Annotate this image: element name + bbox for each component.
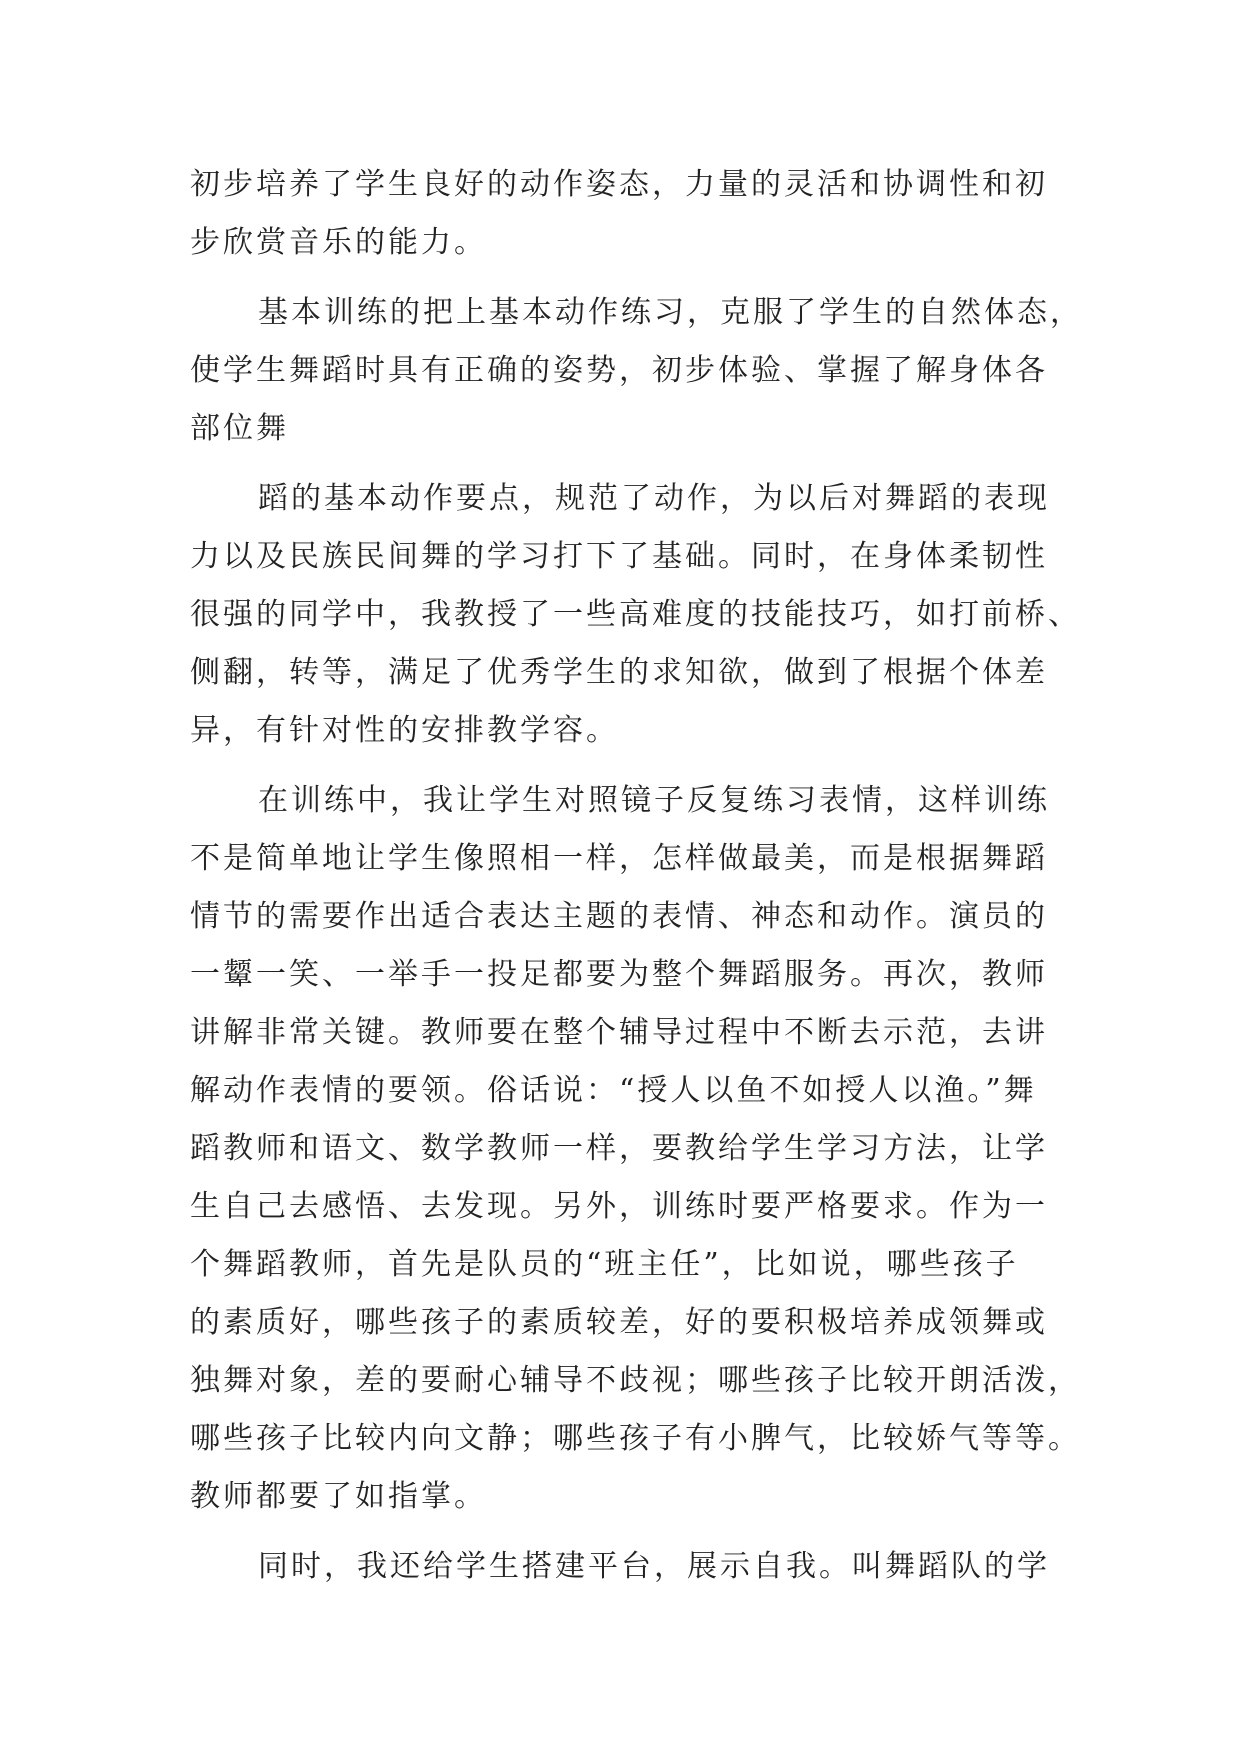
text-line: 独舞对象，差的要耐心辅导不歧视；哪些孩子比较开朗活泼，: [190, 1363, 1081, 1398]
text-line: 步欣赏音乐的能力。: [190, 225, 487, 260]
text-line: 不是简单地让学生像照相一样，怎样做最美，而是根据舞蹈: [190, 841, 1048, 876]
text-line: 部位舞: [190, 411, 289, 446]
text-line: 异，有针对性的安排教学容。: [190, 713, 619, 748]
text-line: 很强的同学中，我教授了一些高难度的技能技巧，如打前桥、: [190, 597, 1081, 632]
text-line: 侧翻，转等，满足了优秀学生的求知欲，做到了根据个体差: [190, 655, 1048, 690]
text-line: 基本训练的把上基本动作练习，克服了学生的自然体态，: [258, 295, 1083, 330]
text-line: 情节的需要作出适合表达主题的表情、神态和动作。演员的: [190, 899, 1048, 934]
text-line: 教师都要了如指掌。: [190, 1479, 487, 1514]
text-line: 使学生舞蹈时具有正确的姿势，初步体验、掌握了解身体各: [190, 353, 1048, 388]
text-line: 初步培养了学生良好的动作姿态，力量的灵活和协调性和初: [190, 167, 1048, 202]
text-line: 一颦一笑、一举手一投足都要为整个舞蹈服务。再次，教师: [190, 957, 1048, 992]
text-line: 在训练中，我让学生对照镜子反复练习表情，这样训练: [258, 783, 1050, 818]
text-line: 力以及民族民间舞的学习打下了基础。同时，在身体柔韧性: [190, 539, 1048, 574]
text-line: 蹈教师和语文、数学教师一样，要教给学生学习方法，让学: [190, 1131, 1048, 1166]
text-line: 个舞蹈教师，首先是队员的“班主任”，比如说，哪些孩子: [190, 1247, 1019, 1282]
text-line: 哪些孩子比较内向文静；哪些孩子有小脾气，比较娇气等等。: [190, 1421, 1081, 1456]
text-line: 解动作表情的要领。俗话说：“授人以鱼不如授人以渔。”舞: [190, 1073, 1037, 1108]
body-text: [190, 156, 1083, 1596]
text-line: 讲解非常关键。教师要在整个辅导过程中不断去示范，去讲: [190, 1015, 1048, 1050]
text-line: 蹈的基本动作要点，规范了动作，为以后对舞蹈的表现: [258, 481, 1050, 516]
text-line: 同时，我还给学生搭建平台，展示自我。叫舞蹈队的学: [258, 1549, 1050, 1584]
text-line: 生自己去感悟、去发现。另外，训练时要严格要求。作为一: [190, 1189, 1048, 1224]
text-line: 的素质好，哪些孩子的素质较差，好的要积极培养成领舞或: [190, 1305, 1048, 1340]
